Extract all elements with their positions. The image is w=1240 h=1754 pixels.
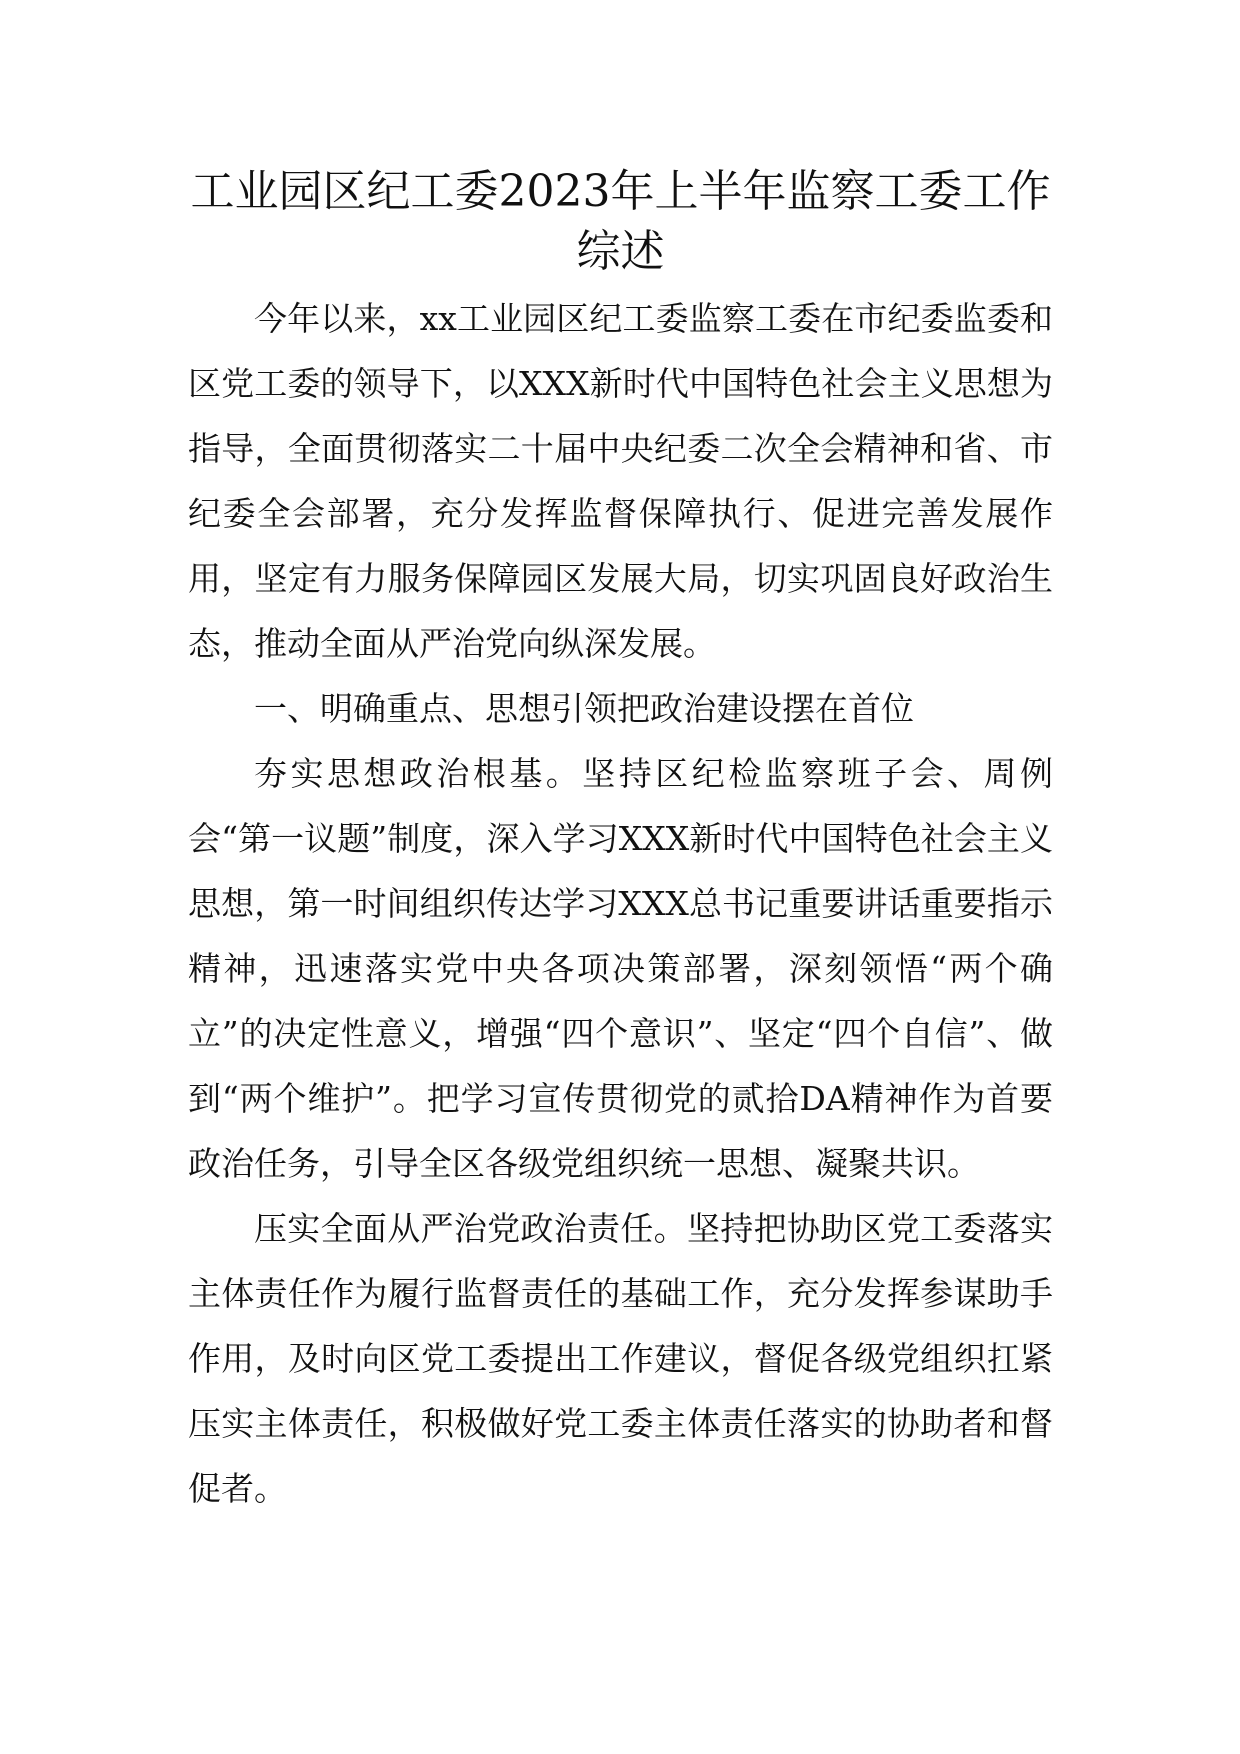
document-content (188, 162, 1053, 1521)
intro-paragraph: 今年以来，xx工业园区纪工委监察工委在市纪委监委和区党工委的领导下，以XXX新时代中国特色社会主义思想为指导，全面贯彻落实二十届中央纪委二次全会精神和省、市纪委全会部署，充分发挥监督保障执行、促进完善发展作用，坚定有力服务保障园区发展大局，切实巩固良好政治生态，推动全面从严治党向纵深发展。 (188, 299, 1053, 663)
document-body (188, 286, 1053, 1521)
paragraph-responsibility: 压实全面从严治党政治责任。坚持把协助区党工委落实主体责任作为履行监督责任的基础工作，充分发挥参谋助手作用，及时向区党工委提出工作建议，督促各级党组织扛紧压实主体责任，积极做好党工委主体责任落实的协助者和督促者。 (188, 1209, 1053, 1508)
section-heading: 一、明确重点、思想引领把政治建设摆在首位 (254, 689, 914, 728)
paragraph-ideology: 夯实思想政治根基。坚持区纪检监察班子会、周例会“第一议题”制度，深入学习XXX新时代中国特色社会主义思想，第一时间组织传达学习XXX总书记重要讲话重要指示精神，迅速落实党中央各项决策部署，深刻领悟“两个确立”的决定性意义，增强“四个意识”、坚定“四个自信”、做到“两个维护”。把学习宣传贯彻党的贰拾DA精神作为首要政治任务，引导全区各级党组织统一思想、凝聚共识。 (188, 754, 1053, 1183)
document-title: 工业园区纪工委2023年上半年监察工委工作综述 (190, 166, 1051, 277)
